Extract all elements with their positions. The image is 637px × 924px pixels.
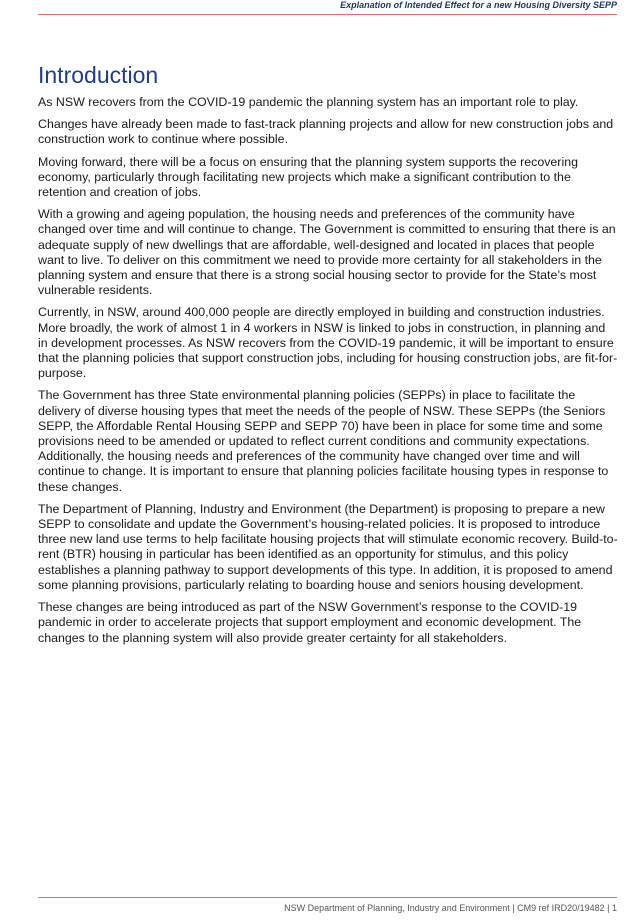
section-heading: Introduction [38, 62, 159, 88]
paragraph: Currently, in NSW, around 400,000 people are directly employed in building and construction industries. More broadly, the work of almost 1 in 4 workers in NSW is linked to jobs in construction, in planning and in development processes. As NSW recovers from the COVID-19 pandemic, it will be important to ensure that the planning policies that support construction jobs, including for housing construction jobs, are fit-for-purpose. [38, 305, 618, 381]
paragraph: Changes have already been made to fast-track planning projects and allow for new construction jobs and construction work to continue where possible. [38, 117, 614, 147]
paragraph: These changes are being introduced as part of the NSW Government’s response to the COVID-19 pandemic in order to accelerate projects that support employment and economic development. The changes to the planning system will also provide greater certainty for all stakeholders. [38, 600, 582, 645]
paragraph: As NSW recovers from the COVID-19 pandemic the planning system has an important role to play. [38, 95, 579, 109]
paragraph: The Department of Planning, Industry and Environment (the Department) is proposing to prepare a new SEPP to consolidate and update the Government’s housing-related policies. It is proposed to introduce three new land use terms to help facilitate housing projects that will stimulate economic recovery. Build-to-rent (BTR) housing in particular has been identified as an opportunity for stimulus, and this policy establishes a planning pathway to support developments of this type. In addition, it is proposed to amend some planning provisions, particularly relating to boarding house and seniors housing development. [38, 501, 618, 592]
document-header-title: Explanation of Intended Effect for a new Housing Diversity SEPP [340, 0, 617, 10]
header-divider [38, 14, 617, 15]
section-body [38, 95, 618, 653]
paragraph: With a growing and ageing population, the housing needs and preferences of the community have changed over time and will continue to change. The Government is committed to ensuring that there is an adequate supply of new dwellings that are affordable, well-designed and located in places that people want to live. To deliver on this commitment we need to provide more certainty for all stakeholders in the planning system and ensure that there is a strong social housing sector to provide for the State’s most vulnerable residents. [38, 207, 616, 298]
paragraph: The Government has three State environmental planning policies (SEPPs) in place to facilitate the delivery of diverse housing types that meet the needs of the people of NSW. These SEPPs (the Seniors SEPP, the Affordable Rental Housing SEPP and SEPP 70) have been in place for some time and some provisions need to be amended or updated to reflect current conditions and community expectations. Additionally, the housing needs and preferences of the community have changed over time and will continue to change. It is important to ensure that planning policies facilitate housing types in response to these changes. [38, 388, 609, 494]
footer-divider [38, 897, 617, 898]
document-footer: NSW Department of Planning, Industry and Environment | CM9 ref IRD20/19482 | 1 [284, 903, 617, 913]
paragraph: Moving forward, there will be a focus on ensuring that the planning system supports the recovering economy, particularly through facilitating new projects which make a significant contribution to the retention and creation of jobs. [38, 154, 578, 200]
